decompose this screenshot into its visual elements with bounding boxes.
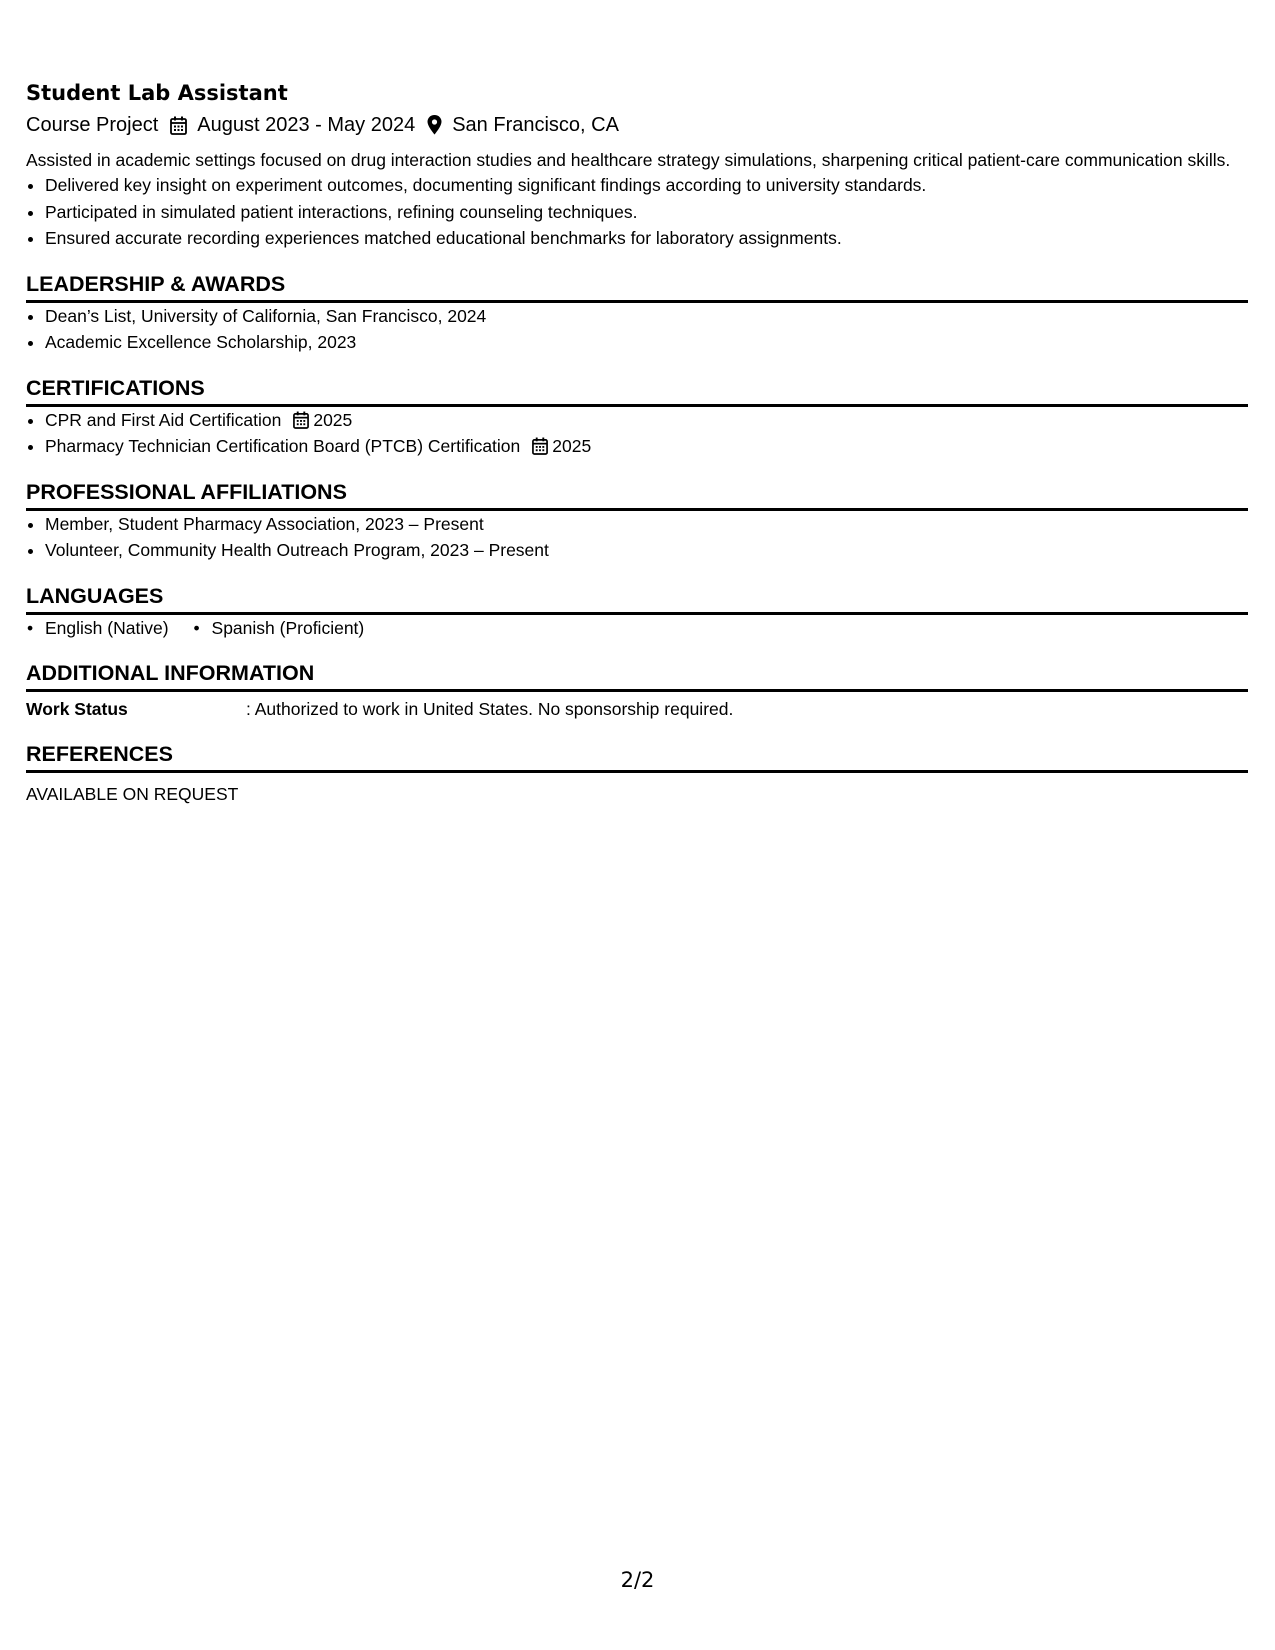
- section-additional-info: [26, 659, 1248, 722]
- section-heading: REFERENCES: [26, 740, 1248, 773]
- section-references: [26, 740, 1248, 807]
- list-item: • Member, Student Pharmacy Association, 2023 – Present: [45, 511, 1248, 538]
- affiliations-list: [26, 511, 1248, 564]
- job-bullets: [26, 172, 1248, 252]
- languages-list: [26, 615, 1248, 641]
- leadership-list: [26, 303, 1248, 356]
- work-status-value: : Authorized to work in United States. No sponsorship required.: [246, 698, 734, 719]
- references-text: AVAILABLE ON REQUEST: [26, 783, 239, 804]
- certification-name: • Pharmacy Technician Certification Board (PTCB) Certification: [45, 436, 521, 456]
- calendar-icon: [170, 116, 187, 135]
- job-dates: August 2023 - May 2024: [197, 114, 416, 136]
- job-type: Course Project: [26, 114, 159, 136]
- certification-name: • CPR and First Aid Certification: [45, 409, 282, 430]
- section-heading: LEADERSHIP & AWARDS: [26, 270, 1248, 303]
- section-certifications: [26, 374, 1248, 460]
- list-item: • English (Native): [26, 615, 169, 641]
- work-status-row: [26, 696, 1248, 722]
- job-meta: [26, 110, 1248, 140]
- list-item: [45, 433, 1248, 460]
- certification-year: 2025: [313, 409, 353, 430]
- list-item: • Dean’s List, University of California, San Francisco, 2024: [45, 303, 1248, 330]
- list-item: • Spanish (Proficient): [193, 615, 365, 641]
- job-title: Student Lab Assistant: [26, 81, 288, 105]
- certifications-list: [26, 407, 1248, 460]
- calendar-icon: [532, 437, 548, 455]
- certification-year: 2025: [552, 436, 592, 456]
- page-number: 2/2: [620, 1568, 655, 1592]
- section-leadership: [26, 270, 1248, 356]
- job-description: Assisted in academic settings focused on drug interaction studies and healthcare strategy simulations, sharpening critical patient-care communication skills.: [26, 150, 1231, 170]
- list-item: • Participated in simulated patient interactions, refining counseling techniques.: [45, 199, 1248, 226]
- list-item: • Volunteer, Community Health Outreach Program, 2023 – Present: [45, 537, 1248, 564]
- resume-page: [26, 78, 1248, 807]
- section-heading: LANGUAGES: [26, 582, 1248, 615]
- calendar-icon: [293, 411, 309, 429]
- work-status-label: Work Status: [26, 698, 128, 719]
- list-item: • Ensured accurate recording experiences matched educational benchmarks for laboratory assignments.: [45, 225, 1248, 252]
- section-languages: [26, 582, 1248, 641]
- section-affiliations: [26, 478, 1248, 564]
- section-heading: PROFESSIONAL AFFILIATIONS: [26, 478, 1248, 511]
- section-heading: CERTIFICATIONS: [26, 374, 1248, 407]
- list-item: [45, 407, 1248, 434]
- experience-entry: [26, 78, 1248, 252]
- job-location: San Francisco, CA: [452, 114, 619, 136]
- list-item: • Delivered key insight on experiment outcomes, documenting significant findings according to university standards.: [45, 172, 1248, 199]
- list-item: • Academic Excellence Scholarship, 2023: [45, 329, 1248, 356]
- section-heading: ADDITIONAL INFORMATION: [26, 659, 1248, 692]
- map-pin-icon: [427, 115, 442, 135]
